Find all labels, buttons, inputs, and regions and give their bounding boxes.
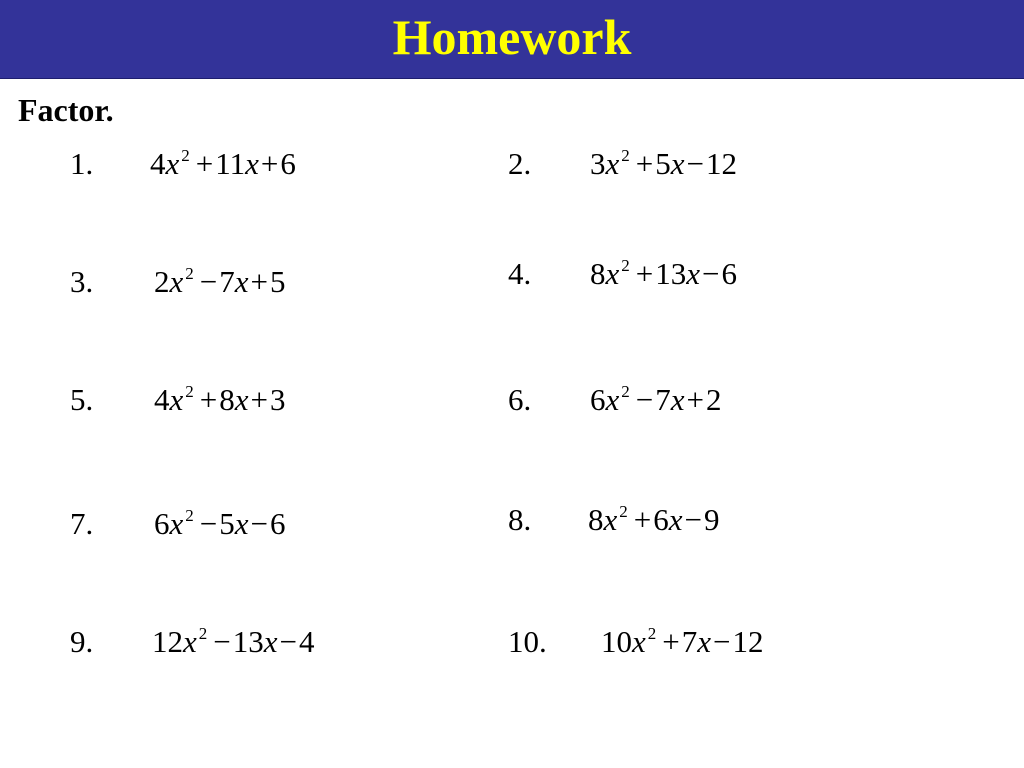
operator: + bbox=[635, 256, 654, 291]
problem-expression bbox=[590, 148, 737, 179]
variable: x bbox=[686, 256, 701, 291]
coefficient-b: 13 bbox=[655, 256, 687, 291]
operator: − bbox=[713, 624, 731, 659]
operator: + bbox=[199, 382, 218, 417]
operator: + bbox=[250, 264, 268, 299]
exponent: 2 bbox=[621, 256, 630, 275]
variable: x bbox=[183, 624, 197, 659]
exponent: 2 bbox=[185, 382, 194, 401]
coefficient-b: 7 bbox=[681, 624, 698, 659]
operator: − bbox=[635, 382, 654, 417]
problem-item bbox=[70, 148, 390, 188]
problem-number: 3. bbox=[70, 264, 94, 299]
problem-expression bbox=[152, 626, 315, 657]
coefficient-a: 10 bbox=[601, 624, 632, 659]
constant-c: 9 bbox=[704, 502, 720, 537]
variable: x bbox=[245, 146, 259, 181]
problem-item bbox=[508, 384, 828, 424]
exponent: 2 bbox=[647, 624, 657, 643]
coefficient-a: 6 bbox=[154, 506, 170, 541]
operator: + bbox=[195, 146, 214, 181]
problem-number: 7. bbox=[70, 506, 94, 541]
problem-number: 10. bbox=[508, 624, 547, 659]
operator: − bbox=[702, 256, 720, 291]
coefficient-b: 6 bbox=[653, 502, 669, 537]
constant-c: 3 bbox=[270, 382, 286, 417]
exponent: 2 bbox=[185, 264, 194, 283]
variable: x bbox=[169, 506, 184, 541]
operator: + bbox=[635, 146, 654, 181]
coefficient-a: 4 bbox=[150, 146, 166, 181]
problem-expression bbox=[601, 626, 764, 657]
constant-c: 6 bbox=[270, 506, 286, 541]
coefficient-a: 2 bbox=[154, 264, 170, 299]
operator: − bbox=[199, 506, 218, 541]
problem-expression bbox=[588, 504, 720, 535]
coefficient-a: 8 bbox=[590, 256, 606, 291]
problem-item bbox=[70, 626, 390, 666]
problem-expression bbox=[590, 384, 722, 415]
operator: + bbox=[662, 624, 680, 659]
exponent: 2 bbox=[185, 506, 194, 525]
problem-number: 2. bbox=[508, 146, 532, 181]
title-bar bbox=[0, 0, 1024, 79]
coefficient-a: 12 bbox=[152, 624, 183, 659]
coefficient-a: 6 bbox=[590, 382, 606, 417]
problem-expression bbox=[150, 148, 296, 179]
constant-c: 2 bbox=[706, 382, 722, 417]
operator: − bbox=[250, 506, 268, 541]
coefficient-a: 4 bbox=[154, 382, 170, 417]
problem-item bbox=[508, 258, 828, 298]
problem-number: 4. bbox=[508, 256, 532, 291]
variable: x bbox=[165, 146, 180, 181]
coefficient-b: 11 bbox=[215, 146, 246, 181]
coefficient-a: 8 bbox=[588, 502, 604, 537]
variable: x bbox=[169, 382, 184, 417]
problem-item bbox=[70, 266, 390, 306]
variable: x bbox=[605, 382, 620, 417]
variable: x bbox=[605, 256, 620, 291]
coefficient-b: 5 bbox=[219, 506, 235, 541]
exponent: 2 bbox=[198, 624, 208, 643]
instruction-text: Factor. bbox=[18, 92, 114, 128]
operator: + bbox=[686, 382, 704, 417]
variable: x bbox=[632, 624, 646, 659]
variable: x bbox=[234, 264, 249, 299]
problem-number: 1. bbox=[70, 146, 94, 181]
coefficient-a: 3 bbox=[590, 146, 606, 181]
coefficient-b: 5 bbox=[655, 146, 671, 181]
page-title: Homework bbox=[392, 9, 632, 65]
operator: + bbox=[260, 146, 279, 181]
constant-c: 12 bbox=[706, 146, 737, 181]
coefficient-b: 8 bbox=[219, 382, 235, 417]
problem-number: 9. bbox=[70, 624, 94, 659]
coefficient-b: 7 bbox=[655, 382, 671, 417]
variable: x bbox=[603, 502, 618, 537]
operator: − bbox=[213, 624, 231, 659]
problem-number: 8. bbox=[508, 502, 532, 537]
problem-expression bbox=[154, 384, 286, 415]
variable: x bbox=[668, 502, 683, 537]
operator: + bbox=[633, 502, 652, 537]
variable: x bbox=[697, 624, 712, 659]
problem-item bbox=[508, 148, 828, 188]
problem-expression bbox=[154, 508, 286, 539]
exponent: 2 bbox=[621, 146, 630, 165]
operator: − bbox=[686, 146, 704, 181]
constant-c: 6 bbox=[721, 256, 737, 291]
operator: + bbox=[250, 382, 268, 417]
exponent: 2 bbox=[621, 382, 630, 401]
problem-number: 5. bbox=[70, 382, 94, 417]
variable: x bbox=[169, 264, 184, 299]
problem-item bbox=[70, 508, 390, 548]
problem-expression bbox=[154, 266, 286, 297]
operator: − bbox=[684, 502, 702, 537]
variable: x bbox=[234, 382, 249, 417]
problem-item bbox=[508, 626, 828, 666]
variable: x bbox=[263, 624, 278, 659]
variable: x bbox=[670, 146, 685, 181]
constant-c: 5 bbox=[270, 264, 286, 299]
constant-c: 6 bbox=[280, 146, 296, 181]
coefficient-b: 7 bbox=[219, 264, 235, 299]
exponent: 2 bbox=[181, 146, 190, 165]
problem-expression bbox=[590, 258, 737, 289]
constant-c: 4 bbox=[299, 624, 315, 659]
variable: x bbox=[234, 506, 249, 541]
coefficient-b: 13 bbox=[232, 624, 264, 659]
variable: x bbox=[605, 146, 620, 181]
problem-item bbox=[508, 504, 828, 544]
problem-item bbox=[70, 384, 390, 424]
variable: x bbox=[670, 382, 685, 417]
operator: − bbox=[199, 264, 218, 299]
operator: − bbox=[279, 624, 297, 659]
constant-c: 12 bbox=[732, 624, 764, 659]
exponent: 2 bbox=[619, 502, 628, 521]
problem-number: 6. bbox=[508, 382, 532, 417]
